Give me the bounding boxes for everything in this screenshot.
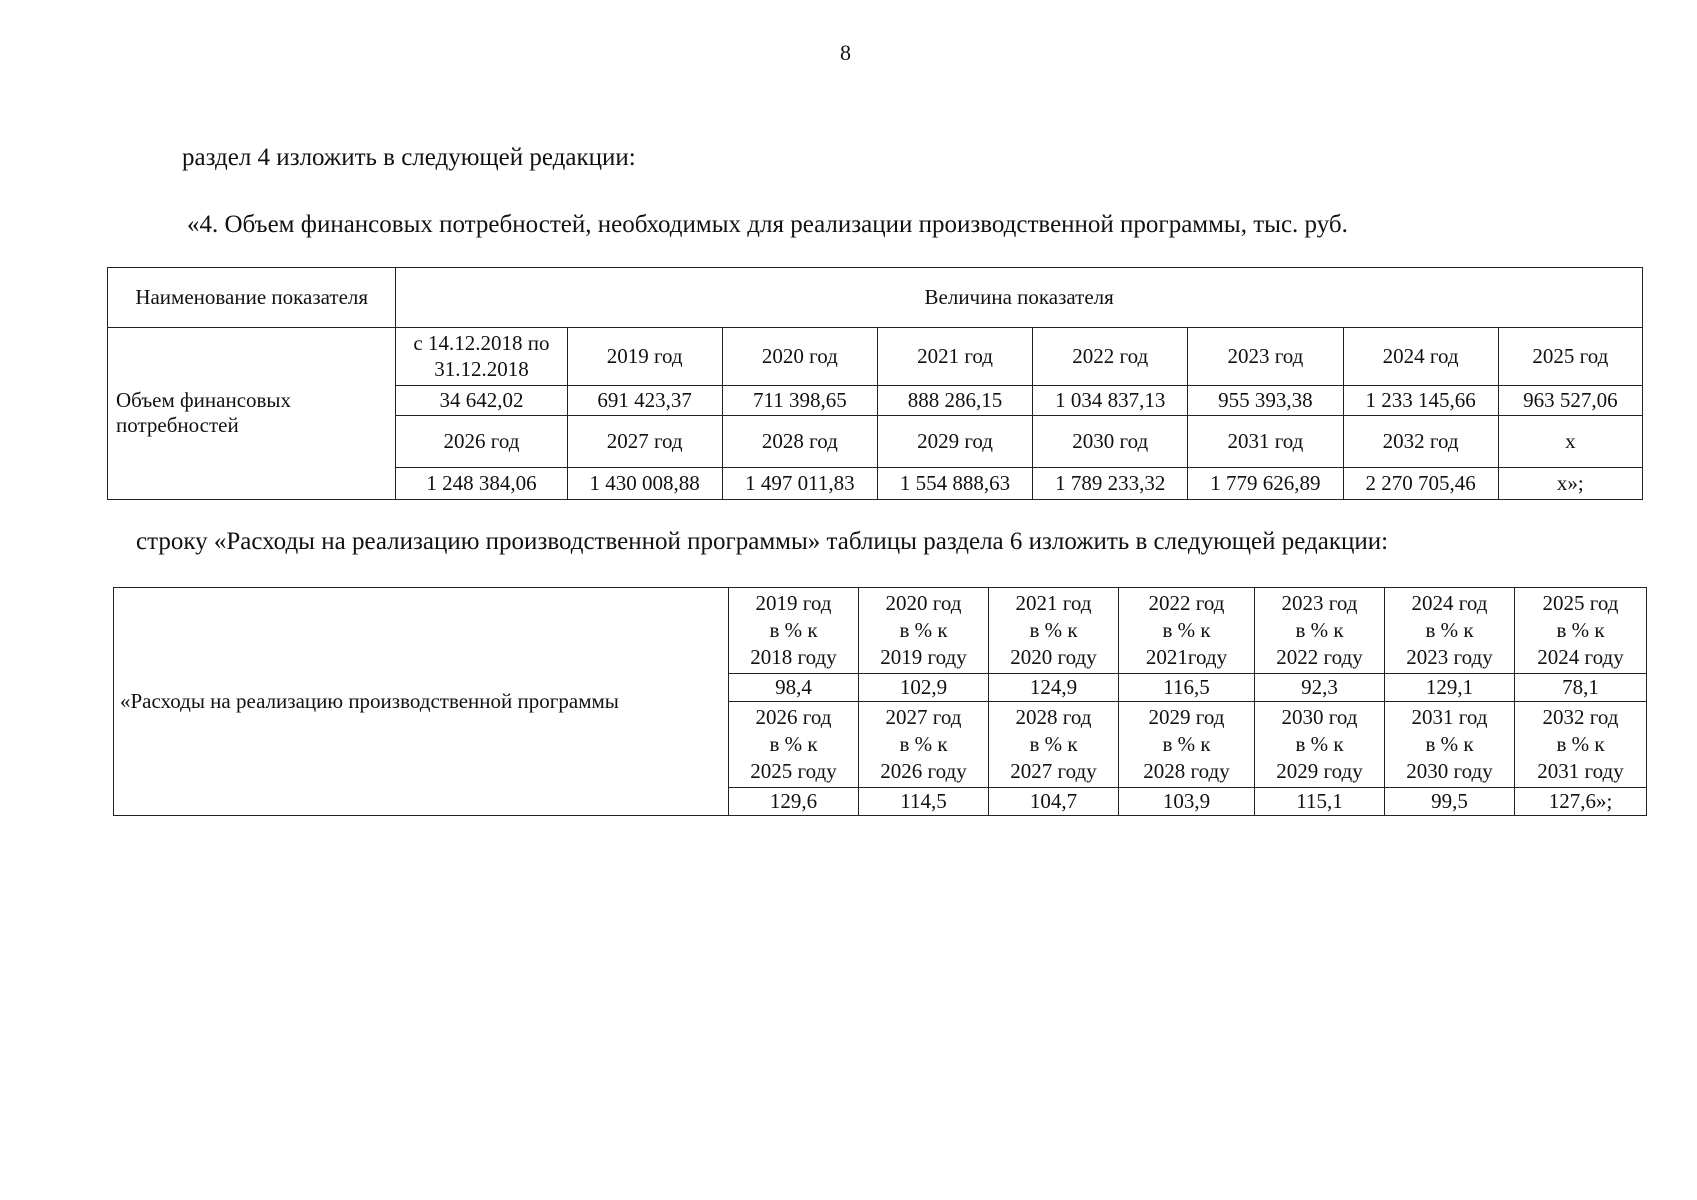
- value-cell: 888 286,15: [877, 386, 1032, 416]
- ratio-value-cell: 99,5: [1385, 788, 1515, 816]
- indicator-value-header: Величина показателя: [396, 268, 1643, 328]
- ratio-value-cell: 78,1: [1515, 674, 1647, 702]
- ratio-header-cell: 2030 год в % к 2029 году: [1255, 702, 1385, 788]
- ratio-value-cell: 102,9: [859, 674, 989, 702]
- period-header-cell: 2026 год: [396, 416, 567, 468]
- value-cell: 1 233 145,66: [1343, 386, 1498, 416]
- value-cell: 2 270 705,46: [1343, 468, 1498, 500]
- ratio-header-cell: 2023 год в % к 2022 году: [1255, 588, 1385, 674]
- ratio-value-cell: 127,6»;: [1515, 788, 1647, 816]
- period-header-cell: 2032 год: [1343, 416, 1498, 468]
- ratio-value-cell: 124,9: [989, 674, 1119, 702]
- ratio-value-cell: 92,3: [1255, 674, 1385, 702]
- page-number: 8: [840, 40, 851, 65]
- ratio-header-cell: 2019 год в % к 2018 году: [729, 588, 859, 674]
- section4-title: «4. Объем финансовых потребностей, необходимых для реализации производственной программы, тыс. руб.: [187, 211, 1348, 238]
- period-header-cell: 2025 год: [1498, 328, 1642, 386]
- section6-intro: строку «Расходы на реализацию производственной программы» таблицы раздела 6 изложить в следующей редакции:: [136, 528, 1389, 555]
- period-header-cell: 2030 год: [1033, 416, 1188, 468]
- value-cell: 1 789 233,32: [1033, 468, 1188, 500]
- ratio-value-cell: 129,6: [729, 788, 859, 816]
- ratio-value-cell: 129,1: [1385, 674, 1515, 702]
- period-header-cell: 2020 год: [722, 328, 877, 386]
- value-cell: 1 554 888,63: [877, 468, 1032, 500]
- period-header-cell: 2023 год: [1188, 328, 1343, 386]
- period-header-cell: 2028 год: [722, 416, 877, 468]
- value-cell: 1 497 011,83: [722, 468, 877, 500]
- ratio-header-cell: 2024 год в % к 2023 году: [1385, 588, 1515, 674]
- period-header-cell: 2029 год: [877, 416, 1032, 468]
- financial-needs-table: [107, 267, 1643, 500]
- period-header-cell: 2021 год: [877, 328, 1032, 386]
- value-cell: 955 393,38: [1188, 386, 1343, 416]
- value-cell: 1 248 384,06: [396, 468, 567, 500]
- value-cell: 1 430 008,88: [567, 468, 722, 500]
- value-cell: 1 034 837,13: [1033, 386, 1188, 416]
- indicator-name-header: Наименование показателя: [108, 268, 396, 328]
- value-cell: 963 527,06: [1498, 386, 1642, 416]
- value-cell: 691 423,37: [567, 386, 722, 416]
- ratio-value-cell: 114,5: [859, 788, 989, 816]
- period-header-cell: с 14.12.2018 по 31.12.2018: [396, 328, 567, 386]
- financial-needs-row-label: Объем финансовых потребностей: [108, 328, 396, 500]
- section4-intro: раздел 4 изложить в следующей редакции:: [182, 144, 636, 171]
- ratio-header-cell: 2026 год в % к 2025 году: [729, 702, 859, 788]
- ratio-header-cell: 2031 год в % к 2030 году: [1385, 702, 1515, 788]
- period-header-cell: 2019 год: [567, 328, 722, 386]
- ratio-header-cell: 2025 год в % к 2024 году: [1515, 588, 1647, 674]
- period-header-cell: 2027 год: [567, 416, 722, 468]
- ratio-header-cell: 2027 год в % к 2026 году: [859, 702, 989, 788]
- value-cell: 1 779 626,89: [1188, 468, 1343, 500]
- period-header-cell: 2022 год: [1033, 328, 1188, 386]
- ratio-header-cell: 2021 год в % к 2020 году: [989, 588, 1119, 674]
- ratio-header-cell: 2022 год в % к 2021году: [1119, 588, 1255, 674]
- period-header-cell: 2031 год: [1188, 416, 1343, 468]
- value-cell: 34 642,02: [396, 386, 567, 416]
- ratio-value-cell: 98,4: [729, 674, 859, 702]
- period-header-cell: 2024 год: [1343, 328, 1498, 386]
- ratio-value-cell: 116,5: [1119, 674, 1255, 702]
- ratio-header-cell: 2032 год в % к 2031 году: [1515, 702, 1647, 788]
- value-cell: х»;: [1498, 468, 1642, 500]
- ratio-header-cell: 2028 год в % к 2027 году: [989, 702, 1119, 788]
- ratio-value-cell: 104,7: [989, 788, 1119, 816]
- expenses-ratio-table: [113, 587, 1647, 816]
- ratio-value-cell: 103,9: [1119, 788, 1255, 816]
- ratio-header-cell: 2020 год в % к 2019 году: [859, 588, 989, 674]
- ratio-value-cell: 115,1: [1255, 788, 1385, 816]
- period-header-cell: х: [1498, 416, 1642, 468]
- ratio-header-cell: 2029 год в % к 2028 году: [1119, 702, 1255, 788]
- expenses-row-label: «Расходы на реализацию производственной программы: [114, 588, 729, 816]
- value-cell: 711 398,65: [722, 386, 877, 416]
